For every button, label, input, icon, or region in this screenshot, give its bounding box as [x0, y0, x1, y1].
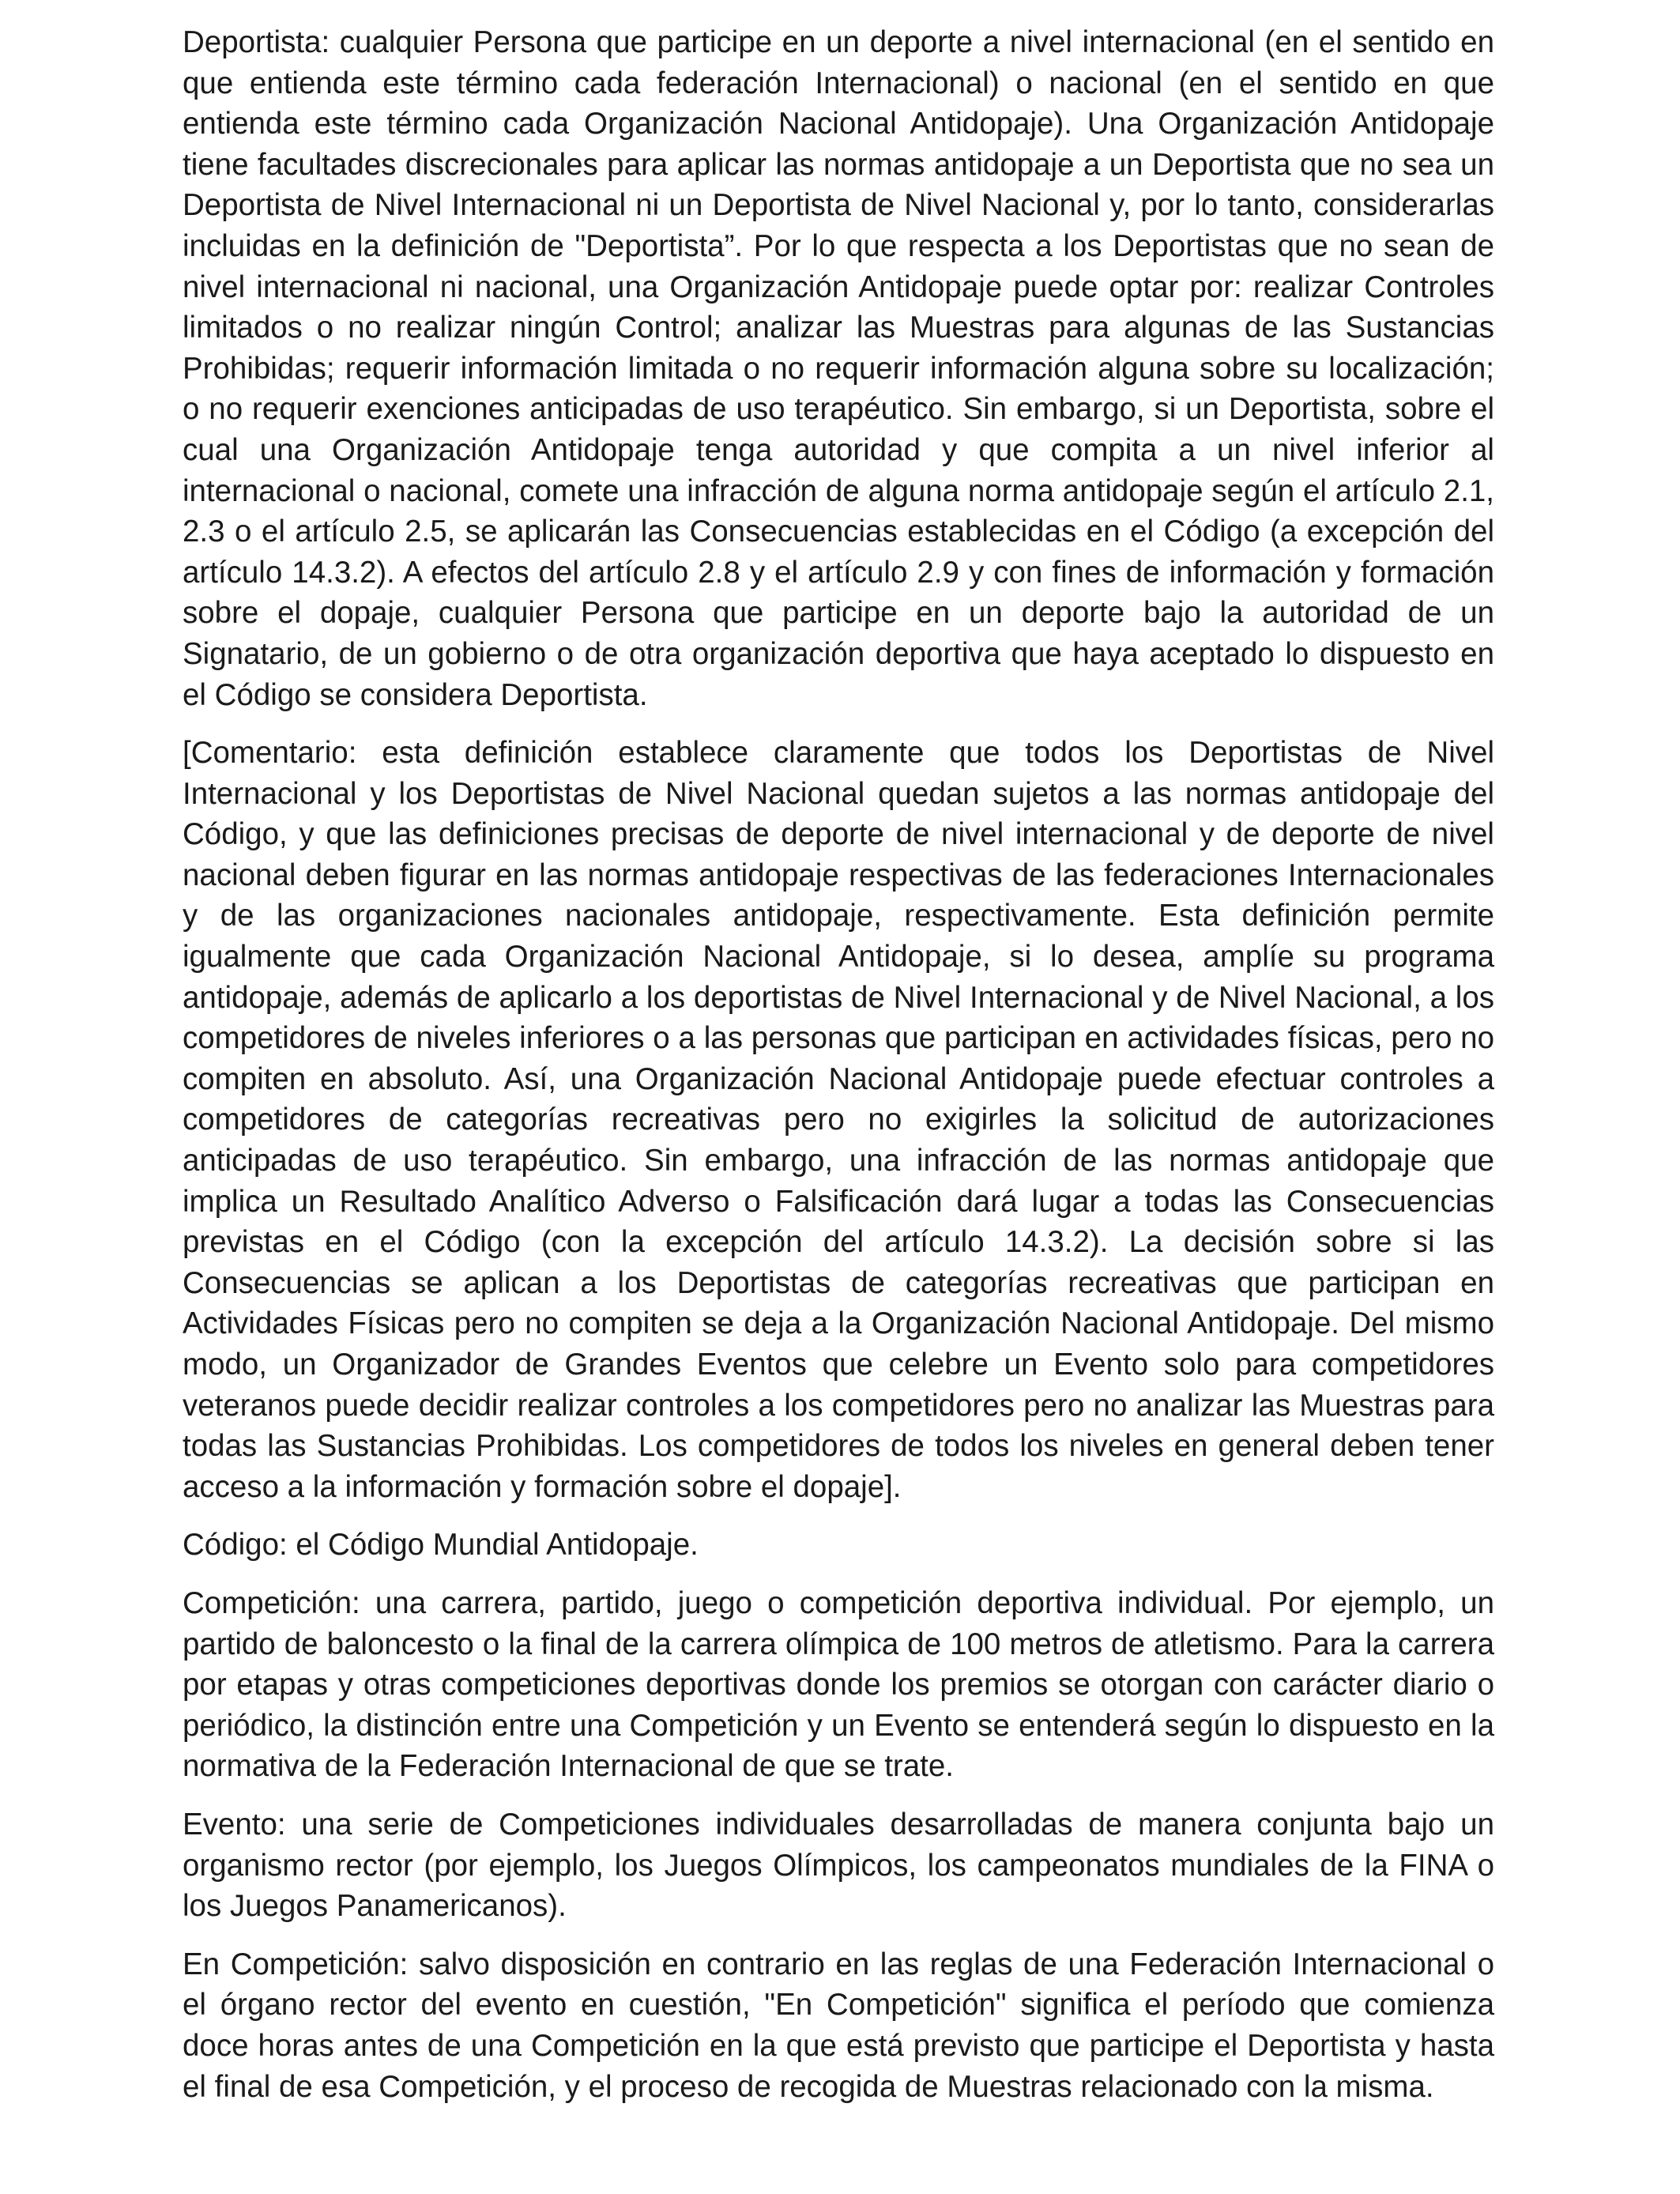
comment-deportista: [Comentario: esta definición establece claramente que todos los Deportistas de Nivel Internacional y los Deportistas de Nivel Nacional quedan sujetos a las normas antidopaje del Código, y que las definiciones precisas de deporte de nivel internacional y de deporte de nivel nacional deben figurar en las normas antidopaje respectivas de las federaciones Internacionales y de las organizaciones nacionales antidopaje, respectivamente. Esta definición permite igualmente que cada Organización Nacional Antidopaje, si lo desea, amplíe su programa antidopaje, además de aplicarlo a los deportistas de Nivel Internacional y de Nivel Nacional, a los competidores de niveles inferiores o a las personas que participan en actividades físicas, pero no compiten en absoluto. Así, una Organización Nacional Antidopaje puede efectuar controles a competidores de categorías recreativas pero no exigirles la solicitud de autorizaciones anticipadas de uso terapéutico. Sin embargo, una infracción de las normas antidopaje que implica un Resultado Analítico Adverso o Falsificación dará lugar a todas las Consecuencias previstas en el Código (con la excepción del artículo 14.3.2). La decisión sobre si las Consecuencias se aplican a los Deportistas de categorías recreativas que participan en Actividades Físicas pero no compiten se deja a la Organización Nacional Antidopaje. Del mismo modo, un Organizador de Grandes Eventos que celebre un Evento solo para competidores veteranos puede decidir realizar controles a los competidores pero no analizar las Muestras para todas las Sustancias Prohibidas. Los competidores de todos los niveles en general deben tener acceso a la información y formación sobre el dopaje].	[183, 736, 1494, 1504]
definition-evento: Evento: una serie de Competiciones individuales desarrolladas de manera conjunta bajo un organismo rector (por ejemplo, los Juegos Olímpicos, los campeonatos mundiales de la FINA o los Juegos Panamericanos).	[183, 1807, 1494, 1924]
definition-codigo: Código: el Código Mundial Antidopaje.	[183, 1528, 699, 1563]
document-page	[183, 22, 1494, 2124]
definition-en-competicion: En Competición: salvo disposición en contrario en las reglas de una Federación Internacional o el órgano rector del evento en cuestión, "En Competición" significa el período que comienza doce horas antes de una Competición en la que está previsto que participe el Deportista y hasta el final de esa Competición, y el proceso de recogida de Muestras relacionado con la misma.	[183, 1947, 1494, 2104]
definition-deportista: Deportista: cualquier Persona que participe en un deporte a nivel internacional (en el sentido en que entienda este término cada federación Internacional) o nacional (en el sentido en que entienda este término cada Organización Nacional Antidopaje). Una Organización Antidopaje tiene facultades discrecionales para aplicar las normas antidopaje a un Deportista que no sea un Deportista de Nivel Internacional ni un Deportista de Nivel Nacional y, por lo tanto, considerarlas incluidas en la definición de "Deportista”. Por lo que respecta a los Deportistas que no sean de nivel internacional ni nacional, una Organización Antidopaje puede optar por: realizar Controles limitados o no realizar ningún Control; analizar las Muestras para algunas de las Sustancias Prohibidas; requerir información limitada o no requerir información alguna sobre su localización; o no requerir exenciones anticipadas de uso terapéutico. Sin embargo, si un Deportista, sobre el cual una Organización Antidopaje tenga autoridad y que compita a un nivel inferior al internacional o nacional, comete una infracción de alguna norma antidopaje según el artículo 2.1, 2.3 o el artículo 2.5, se aplicarán las Consecuencias establecidas en el Código (a excepción del artículo 14.3.2). A efectos del artículo 2.8 y el artículo 2.9 y con fines de información y formación sobre el dopaje, cualquier Persona que participe en un deporte bajo la autoridad de un Signatario, de un gobierno o de otra organización deportiva que haya aceptado lo dispuesto en el Código se considera Deportista.	[183, 25, 1494, 712]
definition-competicion: Competición: una carrera, partido, juego o competición deportiva individual. Por ejemplo, un partido de baloncesto o la final de la carrera olímpica de 100 metros de atletismo. Para la carrera por etapas y otras competiciones deportivas donde los premios se otorgan con carácter diario o periódico, la distinción entre una Competición y un Evento se entenderá según lo dispuesto en la normativa de la Federación Internacional de que se trate.	[183, 1585, 1494, 1784]
